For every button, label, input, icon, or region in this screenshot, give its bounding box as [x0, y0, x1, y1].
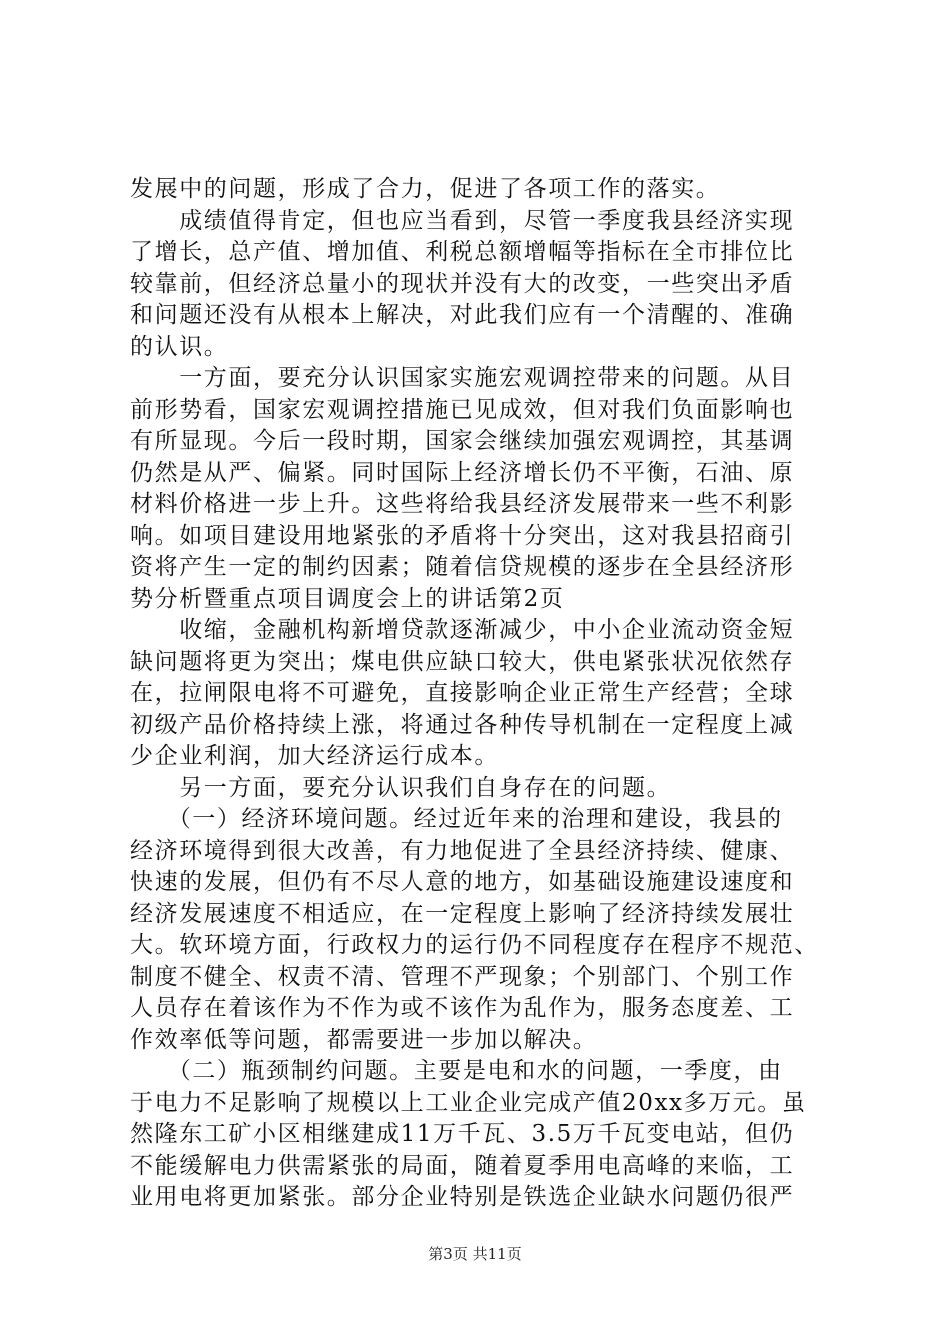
text-line: 另一方面，要充分认识我们自身存在的问题。: [130, 774, 672, 801]
text-line: 材料价格进一步上升。这些将给我县经济发展带来一些不利影: [130, 491, 795, 517]
text-line: 少企业利润，加大经济运行成本。: [130, 743, 499, 769]
text-line: 仍然是从严、偏紧。同时国际上经济增长仍不平衡，石油、原: [130, 459, 795, 486]
text-line: 响。如项目建设用地紧张的矛盾将十分突出，这对我县招商引: [130, 522, 795, 549]
text-line: 成绩值得肯定，但也应当看到，尽管一季度我县经济实现: [130, 207, 795, 234]
text-line: 有所显现。今后一段时期，国家会继续加强宏观调控，其基调: [130, 428, 795, 454]
text-line: 了增长，总产值、增加值、利税总额增幅等指标在全市排位比: [130, 239, 795, 265]
text-line: 资将产生一定的制约因素；随着信贷规模的逐步在全县经济形: [130, 554, 795, 580]
text-line: 的认识。: [130, 333, 229, 360]
text-line: 和问题还没有从根本上解决，对此我们应有一个清醒的、准确: [130, 302, 795, 328]
text-line: （二）瓶颈制约问题。主要是电和水的问题，一季度，由: [130, 1058, 783, 1084]
text-line: 快速的发展，但仍有不尽人意的地方，如基础设施建设速度和: [130, 869, 795, 895]
document-body: [130, 174, 835, 1214]
text-line: 经济环境得到很大改善，有力地促进了全县经济持续、健康、: [130, 837, 795, 864]
text-line: 然隆东工矿小区相继建成11万千瓦、3.5万千瓦变电站，但仍: [130, 1121, 795, 1147]
text-line: 较靠前，但经济总量小的现状并没有大的改变，一些突出矛盾: [130, 270, 795, 297]
text-line: 经济发展速度不相适应，在一定程度上影响了经济持续发展壮: [130, 900, 795, 927]
text-line: 作效率低等问题，都需要进一步加以解决。: [130, 1026, 598, 1053]
text-line: 在，拉闸限电将不可避免，直接影响企业正常生产经营；全球: [130, 680, 795, 706]
text-line: 前形势看，国家宏观调控措施已见成效，但对我们负面影响也: [130, 396, 795, 423]
text-line: 业用电将更加紧张。部分企业特别是铁选企业缺水问题仍很严: [130, 1184, 795, 1210]
text-line: 不能缓解电力供需紧张的局面，随着夏季用电高峰的来临，工: [130, 1152, 795, 1179]
text-line: 制度不健全、权责不清、管理不严现象；个别部门、个别工作: [130, 963, 795, 990]
text-line: （一）经济环境问题。经过近年来的治理和建设，我县的: [130, 806, 783, 832]
text-line: 于电力不足影响了规模以上工业企业完成产值20xx多万元。虽: [130, 1089, 807, 1116]
text-line: 一方面，要充分认识国家实施宏观调控带来的问题。从目: [130, 365, 795, 391]
text-line: 发展中的问题，形成了合力，促进了各项工作的落实。: [130, 176, 721, 202]
text-line: 缺问题将更为突出；煤电供应缺口较大，供电紧张状况依然存: [130, 648, 795, 675]
page-footer: 第3页 共11页: [428, 1245, 522, 1263]
text-line: 大。软环境方面，行政权力的运行仍不同程度存在程序不规范、: [130, 932, 819, 958]
text-line: 势分析暨重点项目调度会上的讲话第2页: [130, 585, 565, 612]
text-line: 人员存在着该作为不作为或不该作为乱作为，服务态度差、工: [130, 995, 795, 1021]
text-line: 收缩，金融机构新增贷款逐渐减少，中小企业流动资金短: [130, 617, 795, 643]
text-line: 初级产品价格持续上涨，将通过各种传导机制在一定程度上减: [130, 711, 795, 738]
